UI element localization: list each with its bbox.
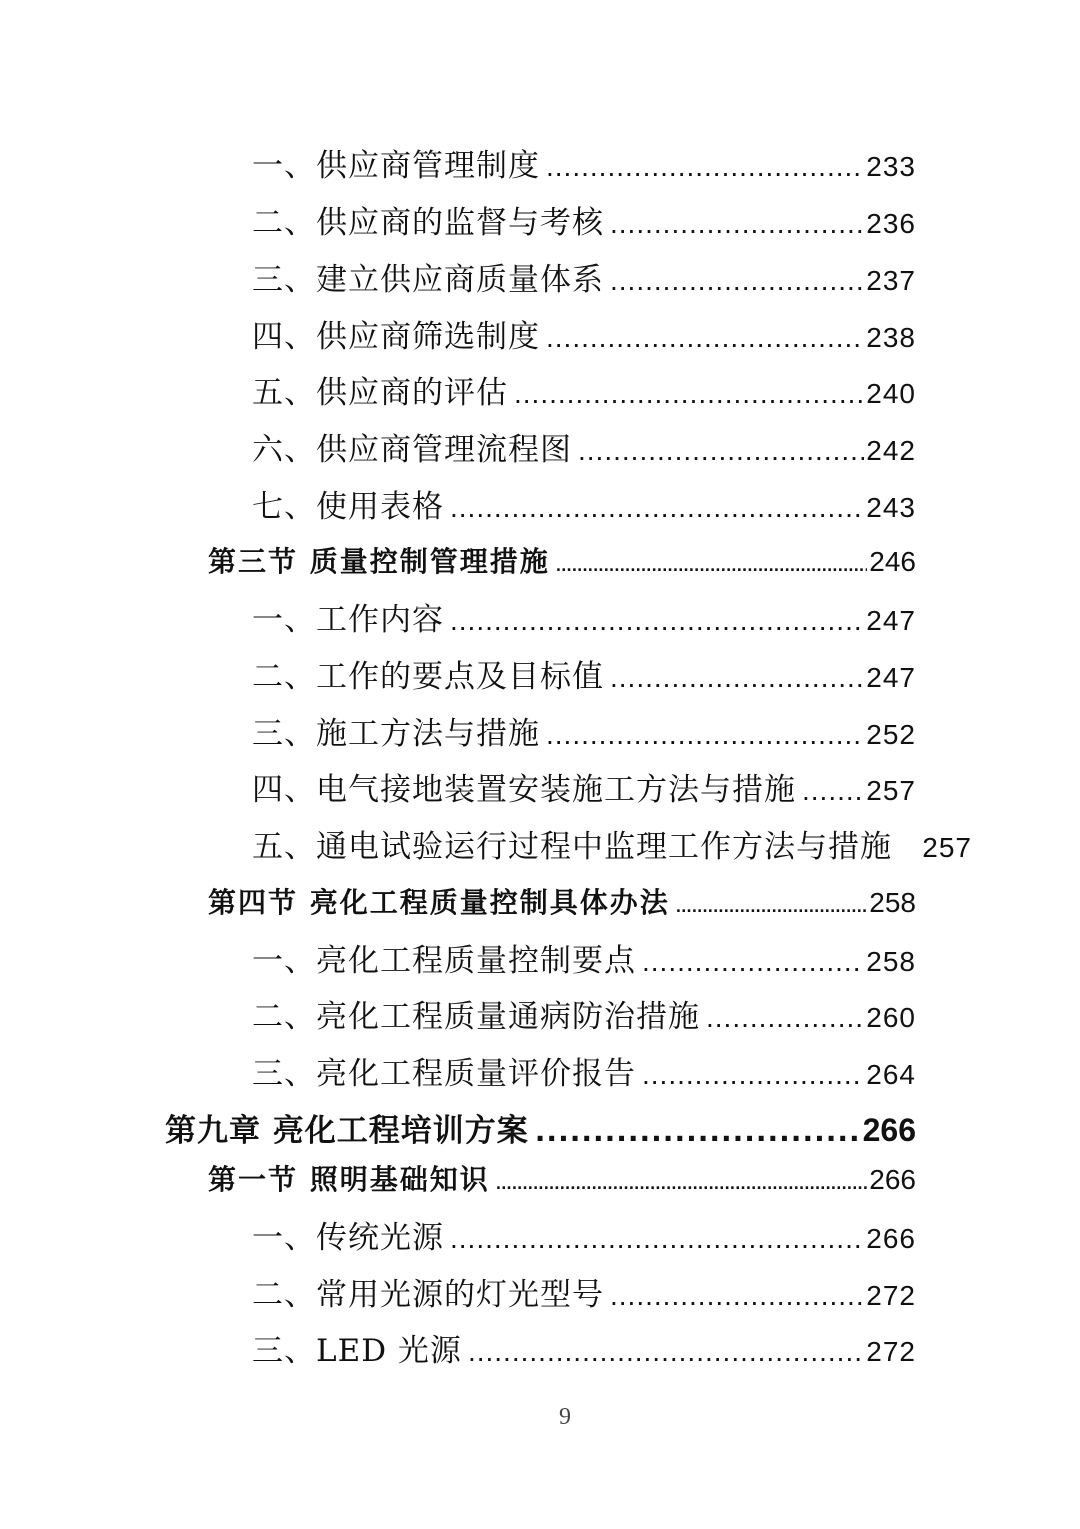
page-number: 9: [559, 1404, 571, 1430]
toc-entry-page: 236: [866, 208, 916, 239]
toc-entry-label: 三、LED 光源: [252, 1333, 462, 1369]
toc-entry[interactable]: [252, 708, 916, 753]
toc-chapter-entry[interactable]: [165, 1105, 916, 1150]
toc-entry-page: 252: [866, 719, 916, 750]
toc-entry[interactable]: [252, 481, 916, 526]
toc-entry-label: 二、工作的要点及目标值: [252, 659, 604, 695]
toc-entry[interactable]: [252, 991, 916, 1036]
dot-leader: [610, 1280, 864, 1312]
toc-entry-label: 第一节 照明基础知识: [208, 1163, 490, 1196]
toc-entry-page: 257: [922, 832, 972, 863]
dot-leader: [468, 1336, 864, 1368]
dot-leader: [676, 900, 868, 916]
toc-entry-label: 一、工作内容: [252, 602, 444, 638]
toc-entry-label: 五、通电试验运行过程中监理工作方法与措施: [252, 829, 892, 865]
toc-entry-page: 257: [866, 775, 916, 806]
toc-entry[interactable]: [252, 1325, 916, 1370]
toc-entry[interactable]: [252, 821, 972, 866]
toc-entry[interactable]: [252, 935, 916, 980]
toc-entry[interactable]: [252, 140, 916, 185]
toc-entry-label: 二、常用光源的灯光型号: [252, 1277, 604, 1313]
dot-leader: [642, 1059, 864, 1091]
dot-leader: [450, 1223, 864, 1255]
dot-leader: [610, 662, 864, 694]
toc-entry[interactable]: [252, 1212, 916, 1257]
toc-entry-page: 238: [866, 322, 916, 353]
dot-leader: [556, 559, 868, 575]
dot-leader: [610, 208, 864, 240]
dot-leader: [610, 265, 864, 297]
toc-entry-label: 四、电气接地装置安装施工方法与措施: [252, 772, 796, 808]
toc-section-entry[interactable]: [208, 881, 916, 921]
toc-entry-label: 二、供应商的监督与考核: [252, 205, 604, 241]
toc-entry-page: 258: [866, 946, 916, 977]
toc-entry-page: 272: [866, 1280, 916, 1311]
toc-entry[interactable]: [252, 424, 916, 469]
toc-entry-page: 266: [862, 1112, 916, 1148]
toc-entry-page: 237: [866, 265, 916, 296]
dot-leader: [514, 378, 864, 410]
toc-entry-label: 一、传统光源: [252, 1220, 444, 1256]
dot-leader: [546, 719, 864, 751]
toc-entry[interactable]: [252, 1269, 916, 1314]
toc-entry-page: 266: [866, 1223, 916, 1254]
dot-leader: [546, 322, 864, 354]
toc-entry-page: 260: [866, 1002, 916, 1033]
toc-entry-page: 266: [869, 1164, 916, 1195]
toc-entry[interactable]: [252, 764, 916, 809]
toc-entry-label: 七、使用表格: [252, 489, 444, 525]
dot-leader: [642, 946, 864, 978]
toc-section-entry[interactable]: [208, 1158, 916, 1198]
toc-entry-page: 247: [866, 605, 916, 636]
toc-entry-label: 六、供应商管理流程图: [252, 432, 572, 468]
toc-entry-page: 264: [866, 1059, 916, 1090]
toc-entry-label: 五、供应商的评估: [252, 375, 508, 411]
dot-leader: [706, 1002, 864, 1034]
toc-entry-page: 242: [866, 435, 916, 466]
toc-entry[interactable]: [252, 367, 916, 412]
toc-entry-label: 三、亮化工程质量评价报告: [252, 1056, 636, 1092]
toc-entry-page: 246: [869, 546, 916, 577]
toc-entry-label: 一、供应商管理制度: [252, 148, 540, 184]
toc-entry[interactable]: [252, 651, 916, 696]
toc-entry-page: 272: [866, 1336, 916, 1367]
toc-entry-label: 四、供应商筛选制度: [252, 319, 540, 355]
toc-entry-label: 第四节 亮化工程质量控制具体办法: [208, 886, 670, 919]
toc-entry[interactable]: [252, 594, 916, 639]
dot-leader: [802, 775, 864, 807]
toc-entry-page: 243: [866, 492, 916, 523]
toc-entry-label: 第九章 亮化工程培训方案: [165, 1113, 529, 1149]
dot-leader: [578, 435, 864, 467]
toc-entry-label: 第三节 质量控制管理措施: [208, 545, 550, 578]
toc-entry-label: 二、亮化工程质量通病防治措施: [252, 999, 700, 1035]
toc-entry[interactable]: [252, 254, 916, 299]
dot-leader: [496, 1177, 868, 1193]
dot-leader: [450, 492, 864, 524]
toc-entry[interactable]: [252, 197, 916, 242]
dot-leader: [546, 151, 864, 183]
toc-entry-page: 233: [866, 151, 916, 182]
toc-entry[interactable]: [252, 1048, 916, 1093]
dot-leader: [535, 1115, 861, 1148]
toc-entry-label: 三、建立供应商质量体系: [252, 262, 604, 298]
toc-entry-page: 258: [869, 887, 916, 918]
toc-entry-label: 一、亮化工程质量控制要点: [252, 943, 636, 979]
dot-leader: [450, 605, 864, 637]
toc-entry-label: 三、施工方法与措施: [252, 716, 540, 752]
toc-entry[interactable]: [252, 311, 916, 356]
toc-entry-page: 240: [866, 378, 916, 409]
toc-section-entry[interactable]: [208, 540, 916, 580]
toc-entry-page: 247: [866, 662, 916, 693]
